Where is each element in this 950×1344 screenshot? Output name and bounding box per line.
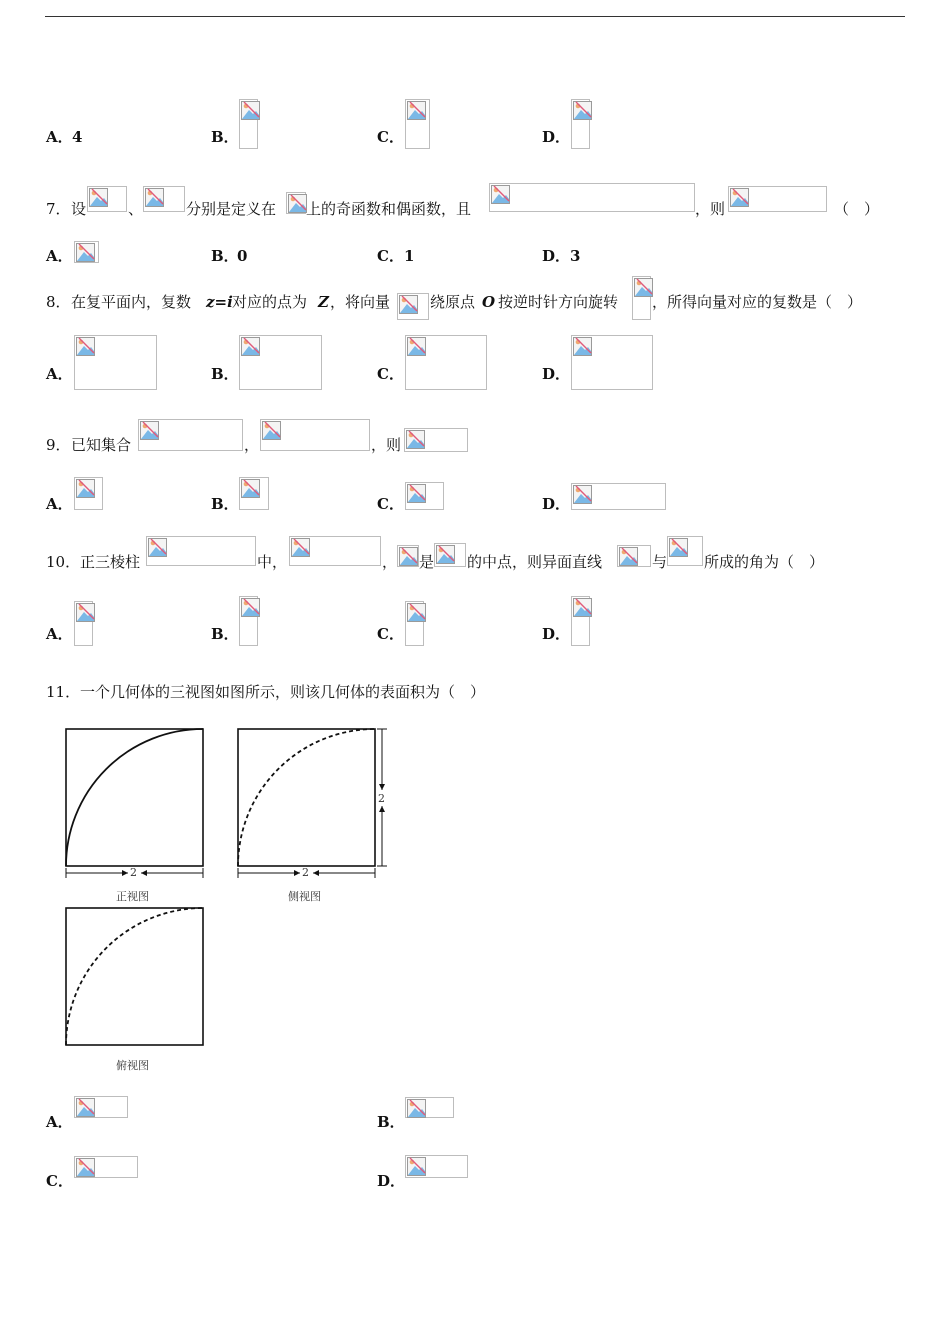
- q9-number: 9．: [46, 436, 71, 454]
- q9-formula-set-b: [260, 419, 370, 451]
- q7-number: 7．: [46, 200, 71, 218]
- q7-option-b-value: 0: [237, 247, 248, 265]
- q10-text-5: 的中点，则异面直线: [467, 553, 603, 571]
- q8-text-2: 对应的点为: [232, 293, 308, 311]
- q7-formula-g: [143, 186, 185, 212]
- q9-text-2: ，: [244, 436, 260, 454]
- q10-text-4: 是: [419, 553, 435, 571]
- q10-option-a-label: A．: [46, 625, 73, 643]
- q6-option-d-label: D．: [542, 128, 571, 146]
- q10-option-a-image: [74, 601, 93, 646]
- broken-image-icon: [241, 598, 260, 617]
- q11-option-a-image: [74, 1096, 128, 1118]
- q6-option-c-label: C．: [377, 128, 404, 146]
- q8-option-b-label: B．: [211, 365, 239, 383]
- broken-image-icon: [140, 421, 159, 440]
- q8-option-c-label: C．: [377, 365, 404, 383]
- q9-option-a-label: A．: [46, 495, 73, 513]
- broken-image-icon: [634, 278, 653, 297]
- q9-text-3: ，则: [371, 436, 402, 454]
- q7-option-c-label: C．: [377, 247, 404, 265]
- q7-text-1: 设: [71, 200, 87, 218]
- q9-formula-target: [404, 428, 468, 452]
- q8-option-a-image: [74, 335, 157, 390]
- broken-image-icon: [407, 1099, 426, 1118]
- broken-image-icon: [407, 337, 426, 356]
- q10-option-c-image: [405, 601, 424, 646]
- broken-image-icon: [669, 538, 688, 557]
- q9-option-b-label: B．: [211, 495, 239, 513]
- q7-text-6: （ ）: [834, 200, 880, 218]
- q11-option-c-label: C．: [46, 1172, 73, 1190]
- q10-text-3: ，: [382, 553, 398, 571]
- broken-image-icon: [241, 101, 260, 120]
- q8-text-4: 绕原点: [430, 293, 476, 311]
- q8-option-d-label: D．: [542, 365, 571, 383]
- broken-image-icon: [291, 538, 310, 557]
- top-view-figure: [60, 901, 210, 1051]
- q8-number: 8．: [46, 293, 71, 311]
- broken-image-icon: [241, 479, 260, 498]
- broken-image-icon: [76, 603, 95, 622]
- front-view-label: 正视图: [116, 890, 149, 903]
- broken-image-icon: [76, 479, 95, 498]
- broken-image-icon: [436, 545, 455, 564]
- q8-text-3: ，将向量: [330, 293, 391, 311]
- q6-option-c-image: [405, 99, 430, 149]
- side-view-dimension-height: 2: [378, 792, 385, 805]
- q9-text-1: 已知集合: [71, 436, 132, 454]
- q7-text-3: 分别是定义在: [186, 200, 277, 218]
- q7-formula-target: [728, 186, 827, 212]
- q9-formula-set-a: [138, 419, 243, 451]
- broken-image-icon: [145, 188, 164, 207]
- q9-option-a-image: [74, 477, 103, 510]
- q7-option-b-label: B．: [211, 247, 239, 265]
- broken-image-icon: [573, 337, 592, 356]
- q11-option-b-image: [405, 1097, 454, 1118]
- q9-option-b-image: [239, 477, 269, 510]
- q10-formula-line-2: [667, 536, 703, 566]
- q9-option-c-image: [405, 482, 444, 510]
- q11-text: 一个几何体的三视图如图所示，则该几何体的表面积为（ ）: [80, 683, 486, 701]
- q8-formula-vector: [397, 293, 429, 320]
- q6-option-d-image: [571, 99, 590, 149]
- q9-option-c-label: C．: [377, 495, 404, 513]
- side-view-figure: [232, 722, 392, 882]
- q9-option-d-image: [571, 483, 666, 510]
- q10-option-d-label: D．: [542, 625, 571, 643]
- broken-image-icon: [262, 421, 281, 440]
- broken-image-icon: [148, 538, 167, 557]
- q7-option-a-image: [74, 241, 99, 263]
- q10-formula-condition: [289, 536, 381, 566]
- broken-image-icon: [76, 243, 95, 262]
- q10-option-d-image: [571, 596, 590, 646]
- broken-image-icon: [730, 188, 749, 207]
- q8-text-5: 按逆时针方向旋转: [498, 293, 619, 311]
- q10-formula-point: [397, 545, 419, 567]
- q8-option-c-image: [405, 335, 487, 390]
- broken-image-icon: [76, 1158, 95, 1177]
- broken-image-icon: [619, 547, 638, 566]
- side-view-label: 侧视图: [288, 890, 321, 903]
- broken-image-icon: [573, 101, 592, 120]
- q11-option-c-image: [74, 1156, 138, 1178]
- q10-option-b-label: B．: [211, 625, 239, 643]
- broken-image-icon: [399, 295, 418, 314]
- q7-option-d-label: D．: [542, 247, 571, 265]
- broken-image-icon: [407, 101, 426, 120]
- side-view-dimension-width: 2: [302, 866, 309, 879]
- q11-number: 11．: [46, 683, 81, 701]
- q11-option-a-label: A．: [46, 1113, 73, 1131]
- q10-number: 10．: [46, 553, 81, 571]
- broken-image-icon: [76, 1098, 95, 1117]
- q8-text-6: ，所得向量对应的复数是（ ）: [652, 293, 863, 311]
- q8-origin: O: [482, 293, 496, 311]
- broken-image-icon: [407, 603, 426, 622]
- broken-image-icon: [399, 547, 418, 566]
- q8-option-a-label: A．: [46, 365, 73, 383]
- broken-image-icon: [89, 188, 108, 207]
- q10-formula-prism: [146, 536, 256, 566]
- header-rule: [45, 16, 905, 17]
- broken-image-icon: [407, 484, 426, 503]
- q6-option-b-label: B．: [211, 128, 239, 146]
- q7-text-4: 上的奇函数和偶函数，且: [306, 200, 472, 218]
- q7-formula-r: [286, 192, 306, 214]
- q7-text-5: ，则: [695, 200, 726, 218]
- q8-option-b-image: [239, 335, 322, 390]
- q10-text-7: 所成的角为（ ）: [704, 553, 825, 571]
- q8-expression: z=i: [206, 293, 233, 311]
- q6-option-a-label: A．: [46, 128, 73, 146]
- q7-formula-f: [87, 186, 127, 212]
- broken-image-icon: [76, 337, 95, 356]
- q10-formula-line-1: [617, 545, 651, 567]
- q10-option-b-image: [239, 596, 258, 646]
- q10-text-2: 中，: [257, 553, 288, 571]
- q11-option-d-image: [405, 1155, 468, 1178]
- q8-formula-angle: [632, 276, 651, 320]
- q11-option-d-label: D．: [377, 1172, 406, 1190]
- q10-formula-segment: [434, 543, 466, 567]
- broken-image-icon: [491, 185, 510, 204]
- broken-image-icon: [406, 430, 425, 449]
- q10-text-6: 与: [652, 553, 668, 571]
- q6-option-a-value: 4: [72, 128, 83, 146]
- q8-text-1: 在复平面内，复数: [71, 293, 192, 311]
- q9-option-d-label: D．: [542, 495, 571, 513]
- broken-image-icon: [288, 194, 307, 213]
- q7-text-2: 、: [128, 200, 144, 218]
- front-view-dimension: 2: [130, 866, 137, 879]
- q10-text-1: 正三棱柱: [80, 553, 141, 571]
- q6-option-b-image: [239, 99, 258, 149]
- front-view-figure: [60, 722, 210, 882]
- top-view-label: 俯视图: [116, 1059, 149, 1072]
- broken-image-icon: [573, 485, 592, 504]
- q7-option-d-value: 3: [570, 247, 581, 265]
- q7-option-a-label: A．: [46, 247, 73, 265]
- broken-image-icon: [241, 337, 260, 356]
- broken-image-icon: [407, 1157, 426, 1176]
- q8-point: Z: [318, 293, 329, 311]
- q10-option-c-label: C．: [377, 625, 404, 643]
- q11-option-b-label: B．: [377, 1113, 405, 1131]
- broken-image-icon: [573, 598, 592, 617]
- q8-option-d-image: [571, 335, 653, 390]
- q7-formula-condition: [489, 183, 695, 212]
- q7-option-c-value: 1: [404, 247, 415, 265]
